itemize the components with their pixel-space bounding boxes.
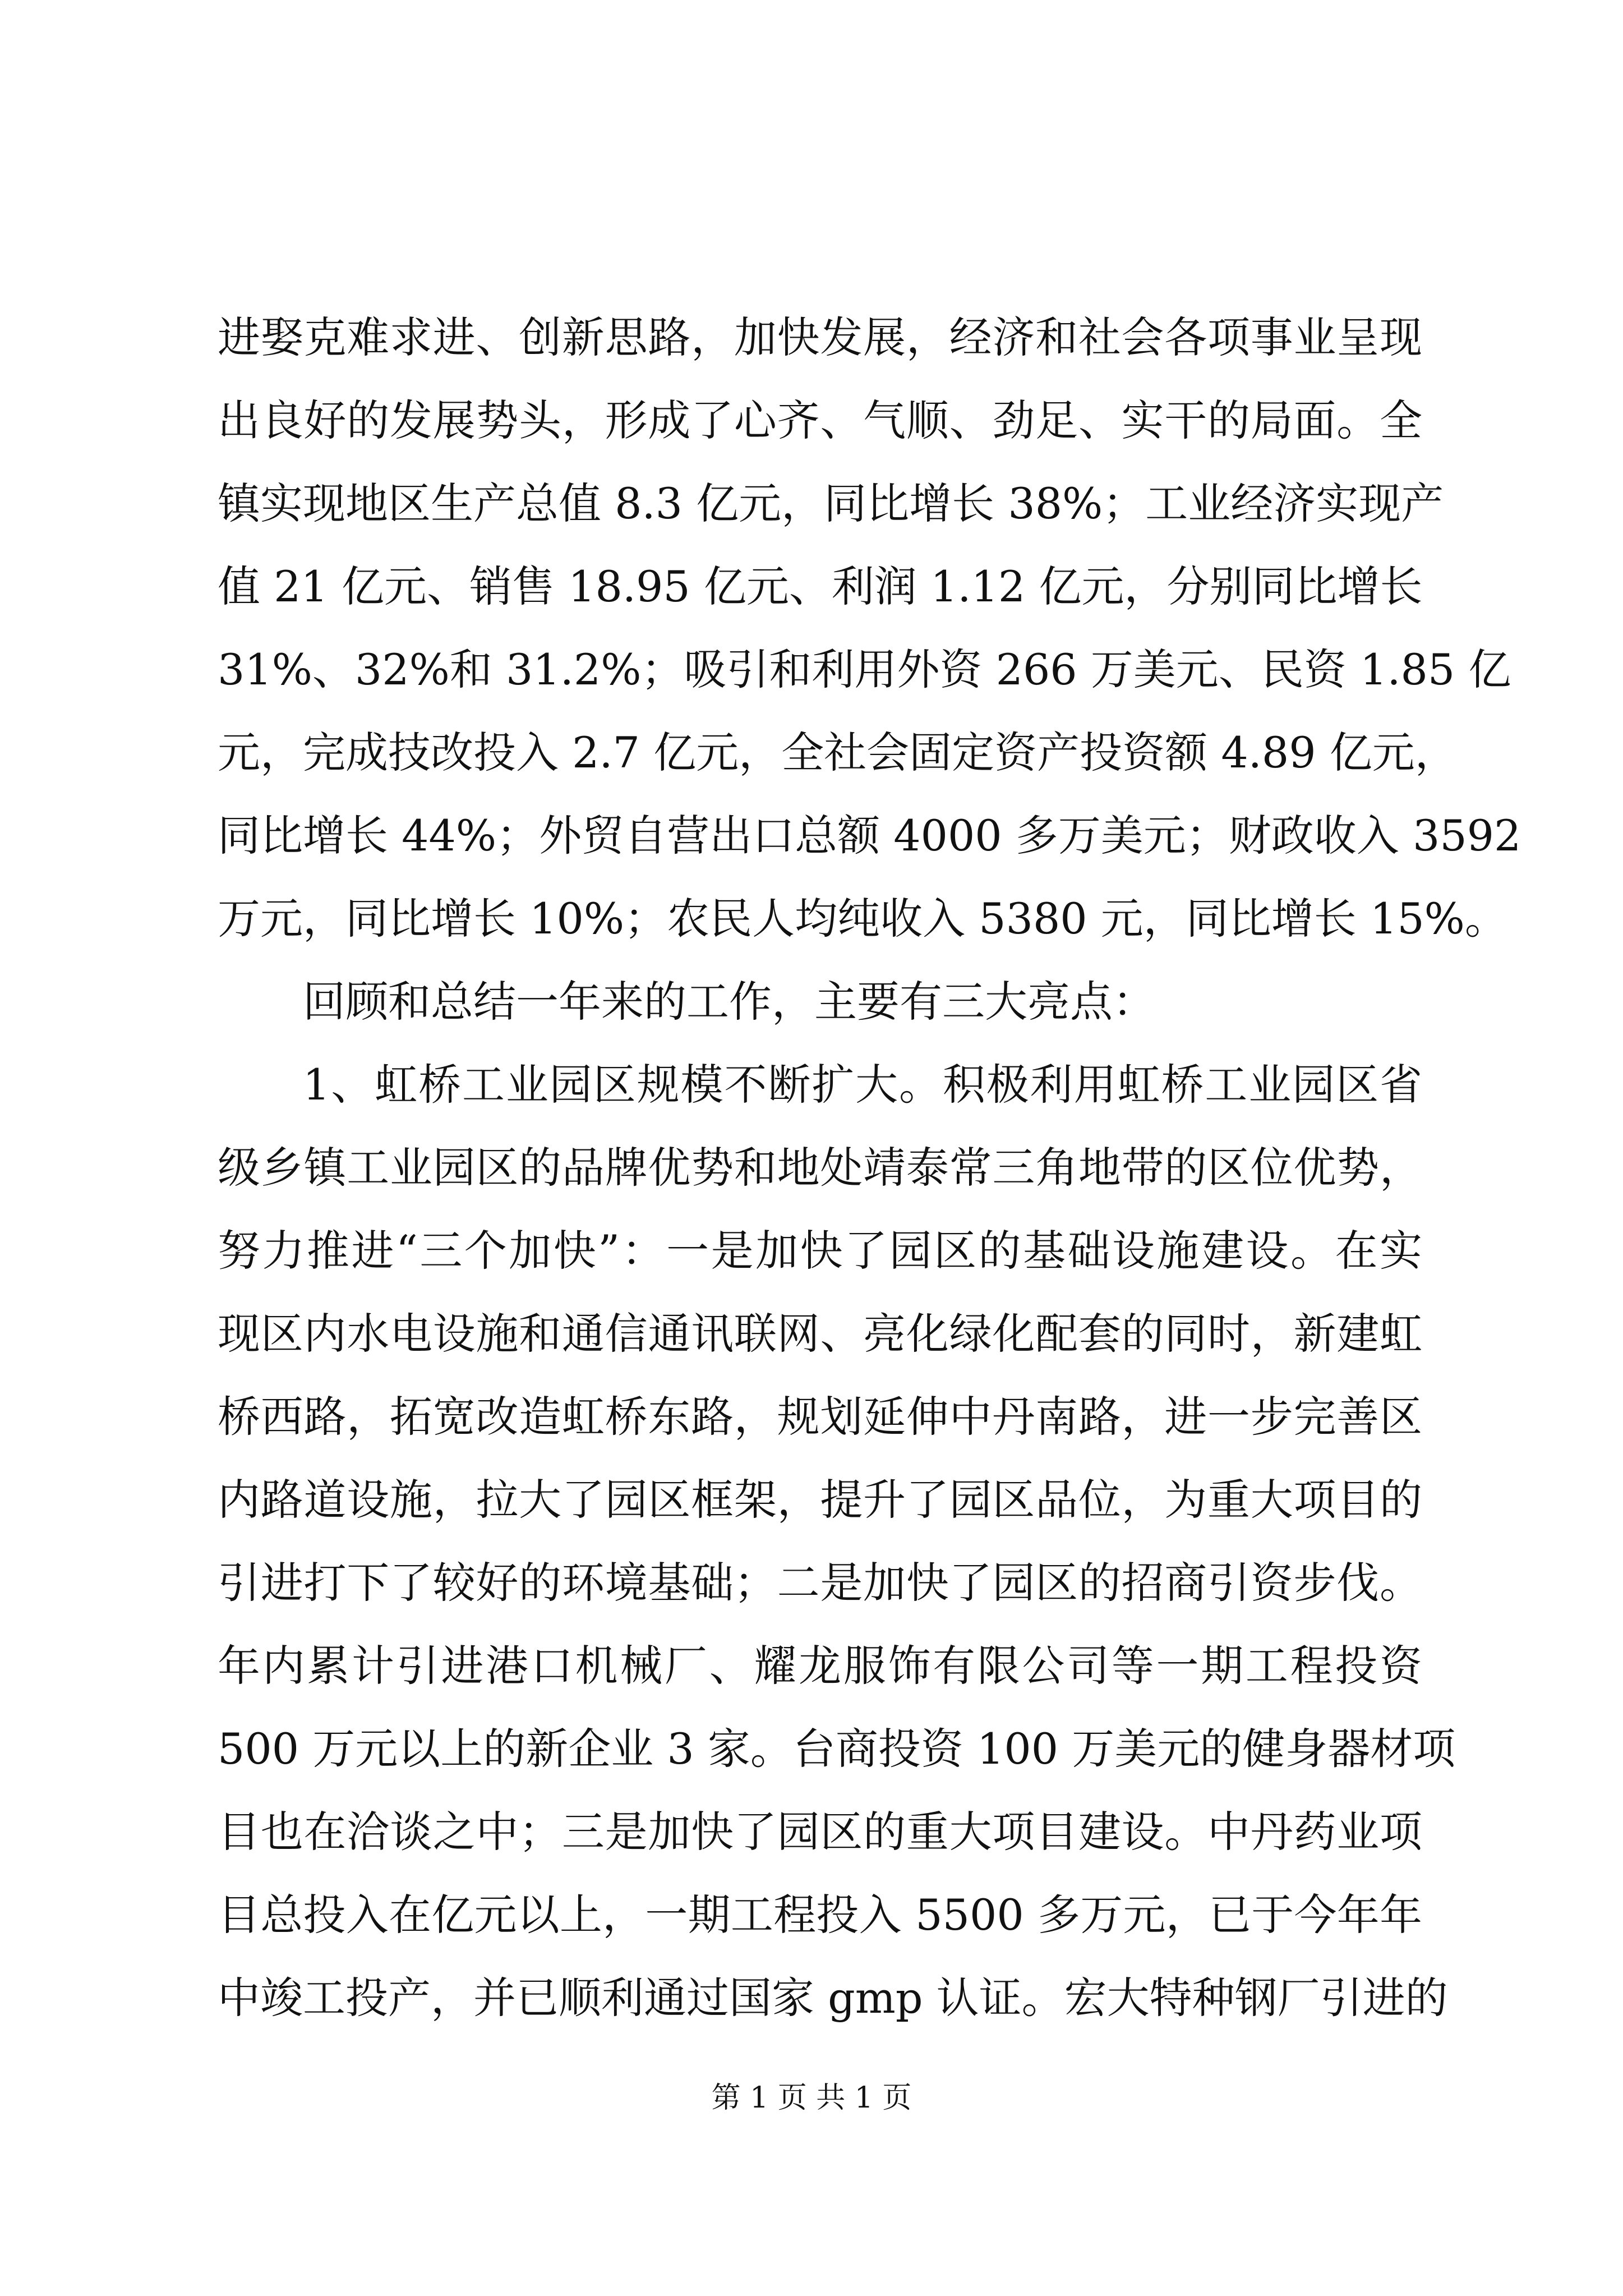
text-line: 内路道设施，拉大了园区框架，提升了园区品位，为重大项目的 bbox=[218, 1475, 1422, 1525]
text-line: 目也在洽谈之中；三是加快了园区的重大项目建设。中丹药业项 bbox=[218, 1807, 1422, 1857]
document-body bbox=[218, 296, 1521, 2040]
text-line: 500 万元以上的新企业 3 家。台商投资 100 万美元的健身器材项 bbox=[218, 1724, 1456, 1774]
text-line: 级乡镇工业园区的品牌优势和地处靖泰常三角地带的区位优势， bbox=[218, 1143, 1422, 1193]
text-line: 目总投入在亿元以上，一期工程投入 5500 多万元，已于今年年 bbox=[218, 1890, 1422, 1940]
page-footer bbox=[0, 2078, 1623, 2118]
paragraph-first-line: 1、虹桥工业园区规模不断扩大。积极利用虹桥工业园区省 bbox=[303, 1060, 1422, 1110]
paragraph-first-line: 回顾和总结一年来的工作，主要有三大亮点： bbox=[303, 977, 1155, 1027]
text-line: 31%、32%和 31.2%；吸引和利用外资 266 万美元、民资 1.85 亿 bbox=[218, 645, 1511, 694]
text-line: 出良好的发展势头，形成了心齐、气顺、劲足、实干的局面。全 bbox=[218, 395, 1422, 445]
text-line: 同比增长 44%；外贸自营出口总额 4000 多万美元；财政收入 3592 bbox=[218, 811, 1521, 861]
text-line: 现区内水电设施和通信通讯联网、亮化绿化配套的同时，新建虹 bbox=[218, 1309, 1422, 1359]
text-line: 桥西路，拓宽改造虹桥东路，规划延伸中丹南路，进一步完善区 bbox=[218, 1392, 1422, 1442]
text-line: 镇实现地区生产总值 8.3 亿元，同比增长 38%；工业经济实现产 bbox=[218, 478, 1444, 528]
text-line: 值 21 亿元、销售 18.95 亿元、利润 1.12 亿元，分别同比增长 bbox=[218, 562, 1423, 611]
page-number-label: 第 1 页 共 1 页 bbox=[711, 2081, 912, 2115]
text-line: 万元，同比增长 10%；农民人均纯收入 5380 元，同比增长 15%。 bbox=[218, 894, 1507, 944]
text-line: 元，完成技改投入 2.7 亿元，全社会固定资产投资额 4.89 亿元， bbox=[218, 728, 1458, 777]
text-line: 中竣工投产，并已顺利通过国家 gmp 认证。宏大特种钢厂引进的 bbox=[218, 1973, 1448, 2023]
text-line: 年内累计引进港口机械厂、耀龙服饰有限公司等一期工程投资 bbox=[218, 1641, 1422, 1691]
text-line: 引进打下了较好的环境基础；二是加快了园区的招商引资步伐。 bbox=[218, 1558, 1422, 1608]
text-line: 进娶克难求进、创新思路，加快发展，经济和社会各项事业呈现 bbox=[218, 312, 1422, 362]
text-line: 努力推进“三个加快”：一是加快了园区的基础设施建设。在实 bbox=[218, 1226, 1422, 1276]
